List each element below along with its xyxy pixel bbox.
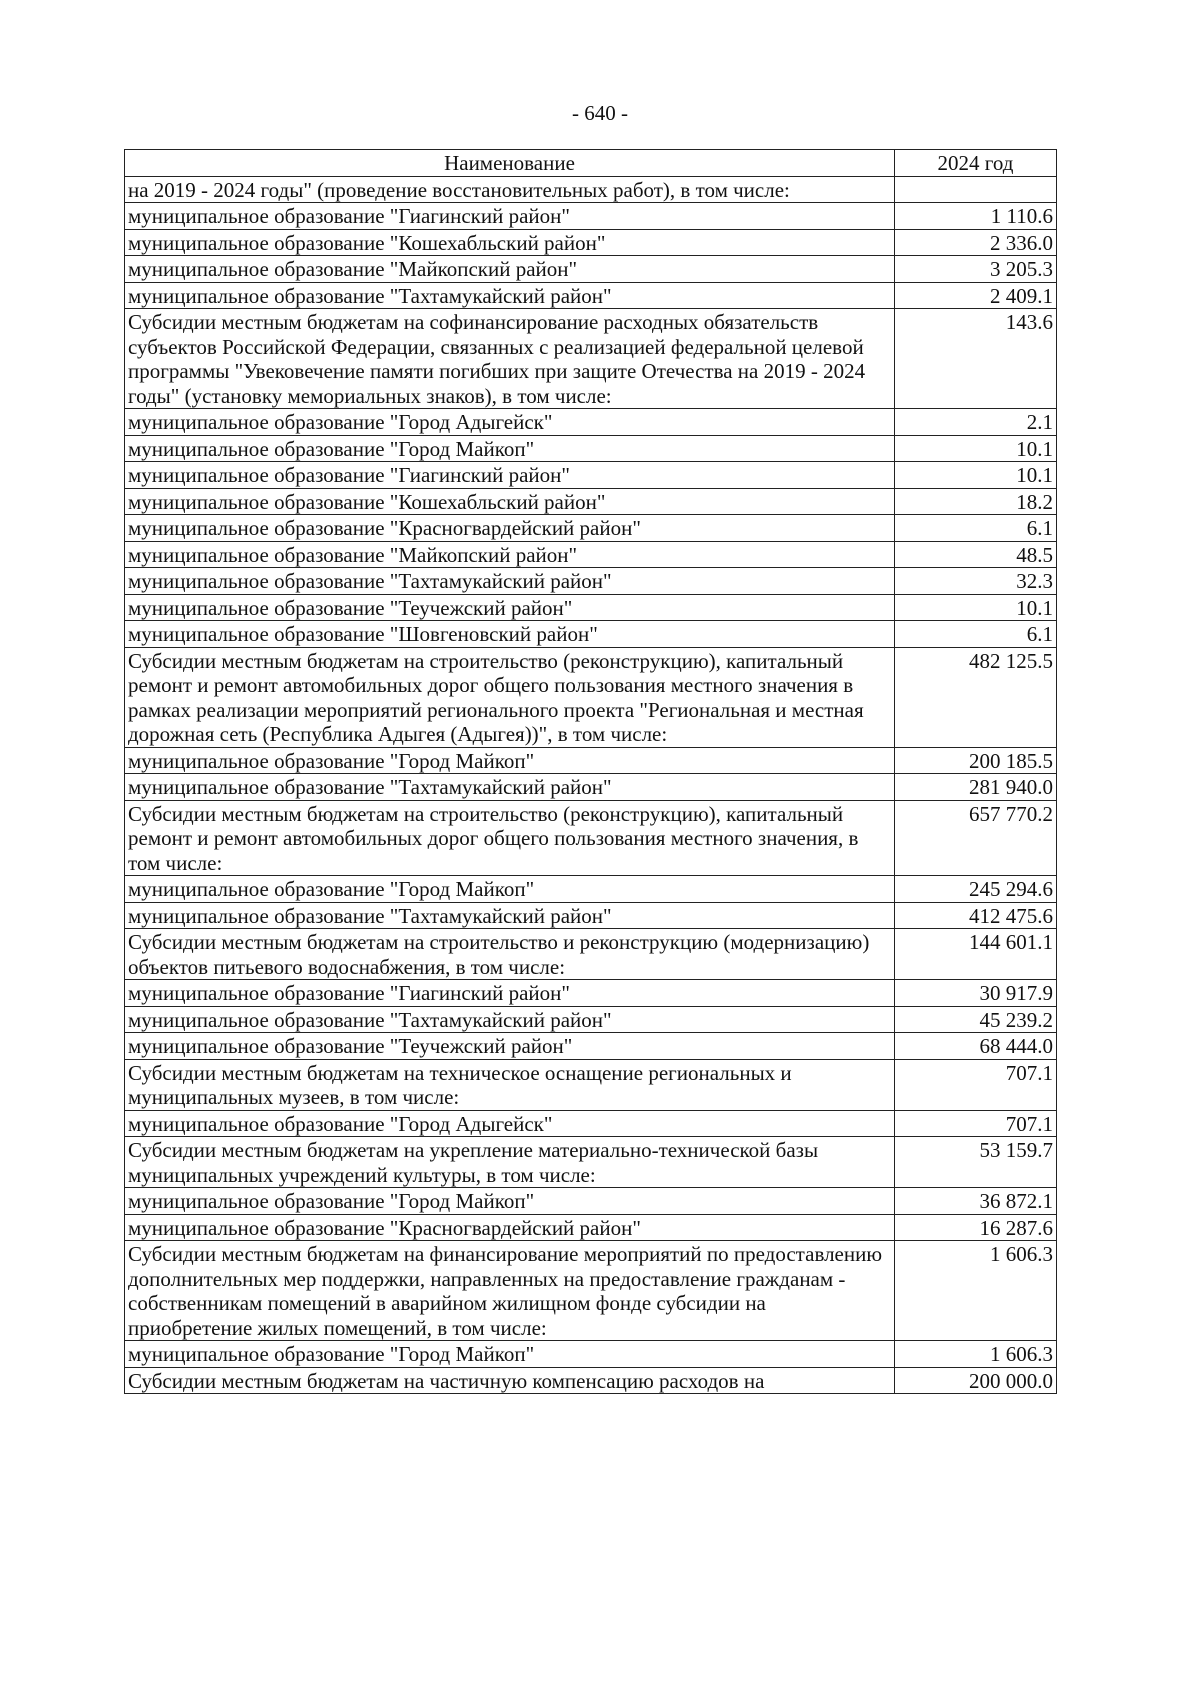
table-row <box>125 594 1057 621</box>
row-name-cell: муниципальное образование "Тахтамукайский район" <box>125 568 895 595</box>
table-body <box>125 176 1057 1394</box>
table-row <box>125 929 1057 980</box>
row-value-cell: 68 444.0 <box>895 1033 1057 1060</box>
row-name-cell: муниципальное образование "Город Адыгейск" <box>125 1110 895 1137</box>
row-value-cell: 1 110.6 <box>895 203 1057 230</box>
row-value-cell: 143.6 <box>895 309 1057 409</box>
table-row <box>125 1214 1057 1241</box>
row-name-cell: Субсидии местным бюджетам на техническое оснащение региональных и муниципальных музеев, в том числе: <box>125 1059 895 1110</box>
row-value-cell: 707.1 <box>895 1059 1057 1110</box>
row-value-cell: 657 770.2 <box>895 800 1057 876</box>
row-value-cell: 53 159.7 <box>895 1137 1057 1188</box>
table-row <box>125 621 1057 648</box>
table-row <box>125 876 1057 903</box>
table-row <box>125 800 1057 876</box>
table-row <box>125 256 1057 283</box>
row-value-cell: 200 000.0 <box>895 1367 1057 1394</box>
table-row <box>125 541 1057 568</box>
row-value-cell: 707.1 <box>895 1110 1057 1137</box>
row-value-cell: 3 205.3 <box>895 256 1057 283</box>
row-name-cell: Субсидии местным бюджетам на софинансирование расходных обязательств субъектов Российской Федерации, связанных с реализацией федеральной целевой программы "Увековечение памяти погибших при защите Отечества на 2019 - 2024 годы" (установку мемориальных знаков), в том числе: <box>125 309 895 409</box>
row-name-cell: муниципальное образование "Красногвардейский район" <box>125 515 895 542</box>
row-value-cell: 2 409.1 <box>895 282 1057 309</box>
table-row <box>125 902 1057 929</box>
table-row <box>125 980 1057 1007</box>
row-name-cell: муниципальное образование "Город Майкоп" <box>125 1188 895 1215</box>
row-value-cell: 48.5 <box>895 541 1057 568</box>
table-row <box>125 462 1057 489</box>
row-name-cell: муниципальное образование "Кошехабльский район" <box>125 488 895 515</box>
table-row <box>125 203 1057 230</box>
row-name-cell: муниципальное образование "Город Майкоп" <box>125 1341 895 1368</box>
row-name-cell: муниципальное образование "Гиагинский район" <box>125 203 895 230</box>
row-name-cell: муниципальное образование "Теучежский район" <box>125 594 895 621</box>
row-name-cell: муниципальное образование "Тахтамукайский район" <box>125 282 895 309</box>
row-value-cell: 36 872.1 <box>895 1188 1057 1215</box>
row-name-cell: муниципальное образование "Кошехабльский район" <box>125 229 895 256</box>
table-row <box>125 282 1057 309</box>
table-row <box>125 1341 1057 1368</box>
column-header-year: 2024 год <box>895 150 1057 177</box>
row-name-cell: муниципальное образование "Город Майкоп" <box>125 435 895 462</box>
row-name-cell: Субсидии местным бюджетам на строительство (реконструкцию), капитальный ремонт и ремонт автомобильных дорог общего пользования местного значения в рамках реализации мероприятий регионального проекта "Региональная и местная дорожная сеть (Республика Адыгея (Адыгея))", в том числе: <box>125 647 895 747</box>
row-value-cell: 412 475.6 <box>895 902 1057 929</box>
table-row <box>125 435 1057 462</box>
column-header-name: Наименование <box>125 150 895 177</box>
table-row <box>125 568 1057 595</box>
table-row <box>125 309 1057 409</box>
table-row <box>125 774 1057 801</box>
row-value-cell: 18.2 <box>895 488 1057 515</box>
row-value-cell: 16 287.6 <box>895 1214 1057 1241</box>
row-name-cell: муниципальное образование "Тахтамукайский район" <box>125 774 895 801</box>
table-row <box>125 1367 1057 1394</box>
row-value-cell: 32.3 <box>895 568 1057 595</box>
row-name-cell: муниципальное образование "Город Майкоп" <box>125 747 895 774</box>
row-value-cell: 200 185.5 <box>895 747 1057 774</box>
table-row <box>125 1137 1057 1188</box>
table-row <box>125 515 1057 542</box>
row-name-cell: муниципальное образование "Теучежский район" <box>125 1033 895 1060</box>
budget-table <box>124 149 1057 1394</box>
row-value-cell: 30 917.9 <box>895 980 1057 1007</box>
row-name-cell: Субсидии местным бюджетам на строительство и реконструкцию (модернизацию) объектов питьевого водоснабжения, в том числе: <box>125 929 895 980</box>
table-header-row <box>125 150 1057 177</box>
row-value-cell <box>895 176 1057 203</box>
row-value-cell: 10.1 <box>895 462 1057 489</box>
table-row <box>125 176 1057 203</box>
row-name-cell: муниципальное образование "Майкопский район" <box>125 541 895 568</box>
row-value-cell: 1 606.3 <box>895 1341 1057 1368</box>
table-row <box>125 488 1057 515</box>
page-number: - 640 - <box>572 101 628 125</box>
row-name-cell: Субсидии местным бюджетам на укрепление материально-технической базы муниципальных учреждений культуры, в том числе: <box>125 1137 895 1188</box>
row-value-cell: 6.1 <box>895 621 1057 648</box>
row-name-cell: муниципальное образование "Майкопский район" <box>125 256 895 283</box>
table-row <box>125 1110 1057 1137</box>
table-row <box>125 409 1057 436</box>
table-row <box>125 1059 1057 1110</box>
row-value-cell: 10.1 <box>895 594 1057 621</box>
row-value-cell: 144 601.1 <box>895 929 1057 980</box>
row-value-cell: 45 239.2 <box>895 1006 1057 1033</box>
row-name-cell: муниципальное образование "Город Майкоп" <box>125 876 895 903</box>
table-row <box>125 647 1057 747</box>
row-value-cell: 245 294.6 <box>895 876 1057 903</box>
table-row <box>125 229 1057 256</box>
table-row <box>125 747 1057 774</box>
table-row <box>125 1033 1057 1060</box>
row-name-cell: муниципальное образование "Тахтамукайский район" <box>125 902 895 929</box>
table-row <box>125 1006 1057 1033</box>
row-name-cell: муниципальное образование "Шовгеновский район" <box>125 621 895 648</box>
row-name-cell: Субсидии местным бюджетам на финансирование мероприятий по предоставлению дополнительных мер поддержки, направленных на предоставление гражданам - собственникам помещений в аварийном жилищном фонде субсидии на приобретение жилых помещений, в том числе: <box>125 1241 895 1341</box>
row-value-cell: 2 336.0 <box>895 229 1057 256</box>
row-name-cell: Субсидии местным бюджетам на частичную компенсацию расходов на <box>125 1367 895 1394</box>
table-row <box>125 1188 1057 1215</box>
row-value-cell: 281 940.0 <box>895 774 1057 801</box>
row-name-cell: на 2019 - 2024 годы" (проведение восстановительных работ), в том числе: <box>125 176 895 203</box>
row-value-cell: 1 606.3 <box>895 1241 1057 1341</box>
row-name-cell: муниципальное образование "Гиагинский район" <box>125 462 895 489</box>
row-value-cell: 2.1 <box>895 409 1057 436</box>
row-name-cell: муниципальное образование "Город Адыгейск" <box>125 409 895 436</box>
row-name-cell: муниципальное образование "Гиагинский район" <box>125 980 895 1007</box>
row-value-cell: 10.1 <box>895 435 1057 462</box>
row-name-cell: Субсидии местным бюджетам на строительство (реконструкцию), капитальный ремонт и ремонт автомобильных дорог общего пользования местного значения, в том числе: <box>125 800 895 876</box>
row-value-cell: 482 125.5 <box>895 647 1057 747</box>
table-row <box>125 1241 1057 1341</box>
row-value-cell: 6.1 <box>895 515 1057 542</box>
row-name-cell: муниципальное образование "Красногвардейский район" <box>125 1214 895 1241</box>
row-name-cell: муниципальное образование "Тахтамукайский район" <box>125 1006 895 1033</box>
